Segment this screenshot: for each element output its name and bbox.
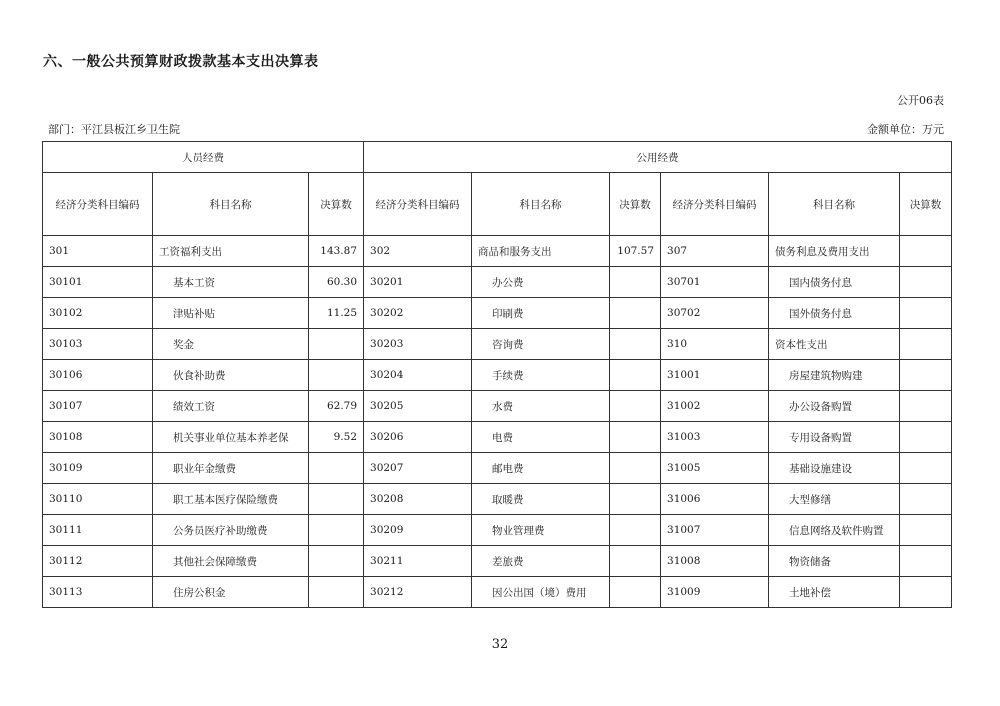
public-amount-cell	[610, 515, 661, 546]
capital-amount-cell	[900, 577, 952, 608]
public-code-cell: 30207	[364, 453, 472, 484]
personnel-amount-cell	[309, 360, 364, 391]
public-code-cell: 30203	[364, 329, 472, 360]
capital-code-cell: 31001	[661, 360, 769, 391]
public-name-cell: 水费	[472, 391, 610, 422]
personnel-amount-cell	[309, 577, 364, 608]
public-amount-cell: 107.57	[610, 236, 661, 267]
personnel-code-cell: 30106	[43, 360, 153, 391]
personnel-name-cell: 绩效工资	[153, 391, 309, 422]
public-amount-cell	[610, 422, 661, 453]
table-row	[43, 236, 952, 267]
capital-amount-cell	[900, 422, 952, 453]
capital-name-cell: 国内债务付息	[769, 267, 900, 298]
capital-amount-cell	[900, 484, 952, 515]
capital-name-cell: 信息网络及软件购置	[769, 515, 900, 546]
capital-name-cell: 债务利息及费用支出	[769, 236, 900, 267]
personnel-name-cell: 公务员医疗补助缴费	[153, 515, 309, 546]
personnel-code-cell: 30107	[43, 391, 153, 422]
capital-name-cell: 房屋建筑物购建	[769, 360, 900, 391]
public-code-cell: 30208	[364, 484, 472, 515]
table-row	[43, 267, 952, 298]
capital-code-cell: 31002	[661, 391, 769, 422]
capital-amount-cell	[900, 360, 952, 391]
table-row	[43, 453, 952, 484]
capital-code-cell: 31006	[661, 484, 769, 515]
capital-code-cell: 30701	[661, 267, 769, 298]
personnel-code-cell: 30110	[43, 484, 153, 515]
personnel-amount-cell	[309, 329, 364, 360]
personnel-expense-header: 人员经费	[43, 142, 364, 173]
public-name-cell: 差旅费	[472, 546, 610, 577]
personnel-code-cell: 30101	[43, 267, 153, 298]
table-row	[43, 422, 952, 453]
department-label: 部门：平江县板江乡卫生院	[48, 123, 180, 136]
capital-name-cell: 专用设备购置	[769, 422, 900, 453]
table-row	[43, 546, 952, 577]
personnel-amount-cell: 11.25	[309, 298, 364, 329]
personnel-name-cell: 机关事业单位基本养老保	[153, 422, 309, 453]
page-title: 六、一般公共预算财政拨款基本支出决算表	[43, 54, 319, 70]
capital-name-cell: 资本性支出	[769, 329, 900, 360]
personnel-amount-cell	[309, 484, 364, 515]
form-number: 公开06表	[897, 94, 944, 107]
public-amount-cell	[610, 577, 661, 608]
public-name-cell: 因公出国（境）费用	[472, 577, 610, 608]
personnel-name-cell: 基本工资	[153, 267, 309, 298]
table-row	[43, 360, 952, 391]
public-code-cell: 30202	[364, 298, 472, 329]
public-code-cell: 30206	[364, 422, 472, 453]
public-amount-cell	[610, 298, 661, 329]
public-code-cell: 30201	[364, 267, 472, 298]
public-name-cell: 办公费	[472, 267, 610, 298]
page-number: 32	[491, 637, 509, 652]
personnel-code-cell: 30111	[43, 515, 153, 546]
table-row	[43, 329, 952, 360]
public-code-cell: 302	[364, 236, 472, 267]
capital-code-cell: 31007	[661, 515, 769, 546]
table-row	[43, 484, 952, 515]
public-code-cell: 30209	[364, 515, 472, 546]
public-amount-cell	[610, 453, 661, 484]
capital-code-cell: 310	[661, 329, 769, 360]
public-code-cell: 30204	[364, 360, 472, 391]
capital-name-cell: 大型修缮	[769, 484, 900, 515]
personnel-name-cell: 工资福利支出	[153, 236, 309, 267]
capital-code-cell: 31009	[661, 577, 769, 608]
capital-code-cell: 31003	[661, 422, 769, 453]
personnel-amount-cell	[309, 546, 364, 577]
personnel-name-cell: 其他社会保障缴费	[153, 546, 309, 577]
name-column-header: 科目名称	[769, 173, 900, 236]
public-amount-cell	[610, 546, 661, 577]
capital-name-cell: 基础设施建设	[769, 453, 900, 484]
personnel-code-cell: 30112	[43, 546, 153, 577]
capital-amount-cell	[900, 546, 952, 577]
personnel-code-cell: 30103	[43, 329, 153, 360]
public-name-cell: 电费	[472, 422, 610, 453]
name-column-header: 科目名称	[472, 173, 610, 236]
capital-code-cell: 307	[661, 236, 769, 267]
personnel-name-cell: 住房公积金	[153, 577, 309, 608]
public-amount-cell	[610, 329, 661, 360]
capital-name-cell: 物资储备	[769, 546, 900, 577]
personnel-amount-cell: 60.30	[309, 267, 364, 298]
name-column-header: 科目名称	[153, 173, 309, 236]
expenditure-table	[42, 141, 952, 608]
capital-amount-cell	[900, 391, 952, 422]
table-row	[43, 298, 952, 329]
public-name-cell: 物业管理费	[472, 515, 610, 546]
public-name-cell: 手续费	[472, 360, 610, 391]
code-column-header: 经济分类科目编码	[43, 173, 153, 236]
personnel-code-cell: 301	[43, 236, 153, 267]
personnel-code-cell: 30113	[43, 577, 153, 608]
table-row	[43, 577, 952, 608]
personnel-code-cell: 30102	[43, 298, 153, 329]
personnel-amount-cell: 62.79	[309, 391, 364, 422]
personnel-amount-cell: 143.87	[309, 236, 364, 267]
capital-name-cell: 土地补偿	[769, 577, 900, 608]
public-name-cell: 印刷费	[472, 298, 610, 329]
public-expense-header: 公用经费	[364, 142, 952, 173]
capital-name-cell: 国外债务付息	[769, 298, 900, 329]
public-name-cell: 取暖费	[472, 484, 610, 515]
capital-name-cell: 办公设备购置	[769, 391, 900, 422]
code-column-header: 经济分类科目编码	[364, 173, 472, 236]
personnel-name-cell: 职业年金缴费	[153, 453, 309, 484]
code-column-header: 经济分类科目编码	[661, 173, 769, 236]
capital-code-cell: 30702	[661, 298, 769, 329]
capital-amount-cell	[900, 298, 952, 329]
public-code-cell: 30205	[364, 391, 472, 422]
capital-amount-cell	[900, 515, 952, 546]
table-row	[43, 515, 952, 546]
public-amount-cell	[610, 484, 661, 515]
capital-code-cell: 31005	[661, 453, 769, 484]
capital-amount-cell	[900, 453, 952, 484]
table-row	[43, 391, 952, 422]
personnel-amount-cell	[309, 515, 364, 546]
capital-amount-cell	[900, 329, 952, 360]
amount-column-header: 决算数	[900, 173, 952, 236]
public-name-cell: 邮电费	[472, 453, 610, 484]
personnel-amount-cell	[309, 453, 364, 484]
public-code-cell: 30212	[364, 577, 472, 608]
personnel-code-cell: 30108	[43, 422, 153, 453]
personnel-name-cell: 津贴补贴	[153, 298, 309, 329]
personnel-name-cell: 伙食补助费	[153, 360, 309, 391]
personnel-code-cell: 30109	[43, 453, 153, 484]
public-amount-cell	[610, 360, 661, 391]
capital-code-cell: 31008	[661, 546, 769, 577]
amount-column-header: 决算数	[309, 173, 364, 236]
public-amount-cell	[610, 267, 661, 298]
personnel-amount-cell: 9.52	[309, 422, 364, 453]
amount-unit-label: 金额单位：万元	[867, 123, 944, 136]
public-amount-cell	[610, 391, 661, 422]
capital-amount-cell	[900, 267, 952, 298]
public-name-cell: 咨询费	[472, 329, 610, 360]
amount-column-header: 决算数	[610, 173, 661, 236]
capital-amount-cell	[900, 236, 952, 267]
table-body	[43, 236, 952, 608]
personnel-name-cell: 职工基本医疗保险缴费	[153, 484, 309, 515]
public-code-cell: 30211	[364, 546, 472, 577]
public-name-cell: 商品和服务支出	[472, 236, 610, 267]
personnel-name-cell: 奖金	[153, 329, 309, 360]
